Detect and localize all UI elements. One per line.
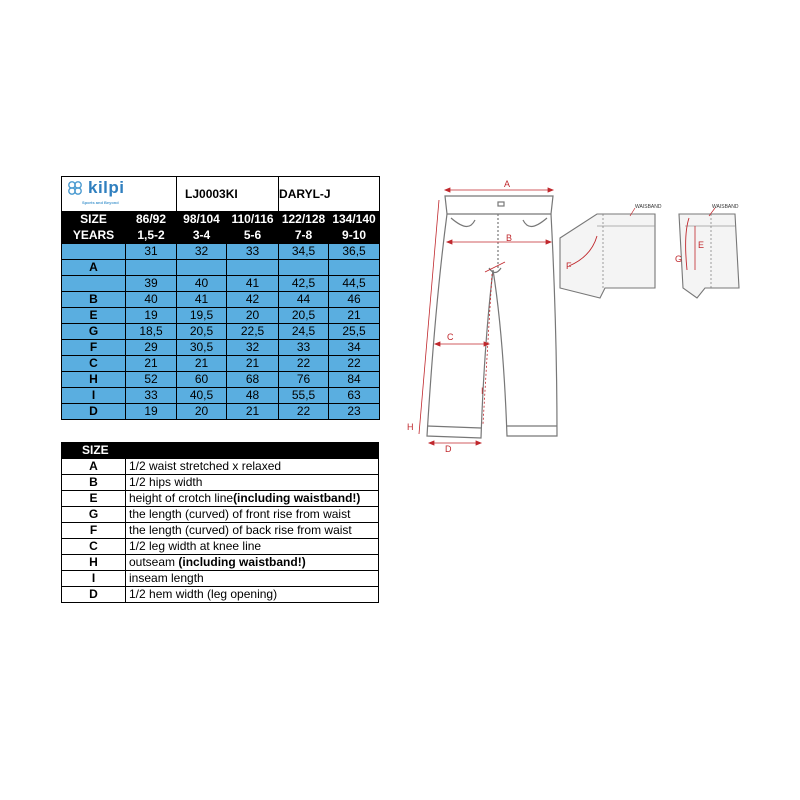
measurement-value: 40,5	[177, 388, 227, 404]
measurement-value: 48	[227, 388, 279, 404]
dimension-label-a: A	[504, 179, 511, 189]
legend-key: E	[62, 491, 126, 507]
legend-emphasis: (including waistband!)	[233, 491, 361, 505]
measurement-value: 20,5	[177, 324, 227, 340]
dimension-label-h: H	[407, 422, 414, 432]
years-value: 7-8	[279, 228, 329, 244]
measurement-value: 21	[329, 308, 380, 324]
measurement-value: 20,5	[279, 308, 329, 324]
measurement-value: 42,5	[279, 276, 329, 292]
legend-emphasis: (including waistband!)	[178, 555, 306, 569]
measurement-value	[279, 260, 329, 276]
trouser-measurement-diagram	[405, 170, 750, 455]
measurement-value: 22,5	[227, 324, 279, 340]
legend-rows	[62, 459, 379, 603]
measurement-value: 25,5	[329, 324, 380, 340]
measurement-value: 44,5	[329, 276, 380, 292]
measurement-value: 18,5	[126, 324, 177, 340]
legend-text: outseam	[129, 555, 179, 569]
legend-row	[62, 555, 379, 571]
measurement-row	[62, 292, 380, 308]
measurement-value: 46	[329, 292, 380, 308]
measurement-row	[62, 404, 380, 420]
measurement-legend-table	[61, 442, 379, 603]
dimension-label-c: C	[447, 332, 454, 342]
legend-key: F	[62, 523, 126, 539]
product-name: DARYL-J	[279, 177, 380, 212]
legend-key: C	[62, 539, 126, 555]
measurement-value: 60	[177, 372, 227, 388]
years-label: YEARS	[62, 228, 126, 244]
years-value: 1,5-2	[126, 228, 177, 244]
legend-row	[62, 475, 379, 491]
legend-description	[126, 555, 379, 571]
legend-description	[126, 459, 379, 475]
table-title-row	[62, 177, 380, 212]
years-header-row	[62, 228, 380, 244]
measurement-row	[62, 340, 380, 356]
size-value: 134/140	[329, 212, 380, 228]
size-label: SIZE	[62, 212, 126, 228]
legend-description	[126, 523, 379, 539]
measurement-value: 33	[227, 244, 279, 260]
measurement-key: G	[62, 324, 126, 340]
measurement-value: 76	[279, 372, 329, 388]
legend-header-row	[62, 443, 379, 459]
measurement-value: 36,5	[329, 244, 380, 260]
measurement-row	[62, 276, 380, 292]
size-value: 110/116	[227, 212, 279, 228]
years-value: 3-4	[177, 228, 227, 244]
measurement-row	[62, 244, 380, 260]
measurement-key: E	[62, 308, 126, 324]
measurement-row	[62, 356, 380, 372]
brand-name: kilpi	[88, 178, 125, 197]
measurement-value: 33	[279, 340, 329, 356]
measurement-key: F	[62, 340, 126, 356]
measurement-value: 22	[279, 356, 329, 372]
legend-description	[126, 587, 379, 603]
measurement-value: 41	[177, 292, 227, 308]
size-value: 86/92	[126, 212, 177, 228]
measurement-value: 41	[227, 276, 279, 292]
trouser-outline	[427, 196, 557, 438]
legend-key: I	[62, 571, 126, 587]
size-value: 98/104	[177, 212, 227, 228]
legend-row	[62, 459, 379, 475]
legend-key: D	[62, 587, 126, 603]
measurement-value	[177, 260, 227, 276]
measurement-value: 32	[227, 340, 279, 356]
legend-description	[126, 571, 379, 587]
dimension-label-d: D	[445, 444, 452, 454]
measurement-value: 34,5	[279, 244, 329, 260]
legend-key: A	[62, 459, 126, 475]
measurement-value: 21	[227, 404, 279, 420]
measurement-value: 21	[177, 356, 227, 372]
legend-header: SIZE	[62, 443, 379, 459]
size-value: 122/128	[279, 212, 329, 228]
kilpi-logo-icon	[66, 179, 84, 197]
legend-row	[62, 539, 379, 555]
legend-text: 1/2 waist stretched x relaxed	[129, 459, 282, 473]
dimension-label-e: E	[698, 240, 705, 250]
measurement-row	[62, 388, 380, 404]
measurement-key: I	[62, 388, 126, 404]
measurement-value: 52	[126, 372, 177, 388]
legend-row	[62, 587, 379, 603]
legend-text: inseam length	[129, 571, 204, 585]
legend-row	[62, 491, 379, 507]
dimension-label-f: F	[566, 261, 572, 271]
legend-key: H	[62, 555, 126, 571]
legend-description	[126, 507, 379, 523]
measurement-value	[126, 260, 177, 276]
legend-key: G	[62, 507, 126, 523]
legend-text: 1/2 leg width at knee line	[129, 539, 262, 553]
measurement-value: 42	[227, 292, 279, 308]
measurement-value: 19	[126, 308, 177, 324]
legend-text: 1/2 hem width (leg opening)	[129, 587, 278, 601]
legend-row	[62, 507, 379, 523]
legend-text: 1/2 hips width	[129, 475, 203, 489]
measurement-value: 20	[227, 308, 279, 324]
measurement-value: 19	[126, 404, 177, 420]
measurement-row	[62, 308, 380, 324]
measurement-value: 84	[329, 372, 380, 388]
waistband-label-back: WAISBAND	[635, 204, 662, 210]
legend-description	[126, 475, 379, 491]
legend-row	[62, 523, 379, 539]
legend-row	[62, 571, 379, 587]
measurement-value: 44	[279, 292, 329, 308]
back-rise-detail	[560, 204, 662, 298]
measurement-value: 21	[126, 356, 177, 372]
years-value: 5-6	[227, 228, 279, 244]
legend-description	[126, 539, 379, 555]
measurement-rows	[62, 244, 380, 420]
measurement-value	[329, 260, 380, 276]
dimension-label-g: G	[675, 254, 683, 264]
size-chart-table	[61, 176, 380, 420]
brand-logo	[62, 177, 177, 212]
measurement-value: 31	[126, 244, 177, 260]
measurement-key	[62, 244, 126, 260]
dimension-label-i: I	[481, 386, 484, 396]
measurement-value: 39	[126, 276, 177, 292]
measurement-value: 55,5	[279, 388, 329, 404]
measurement-key: C	[62, 356, 126, 372]
measurement-value: 34	[329, 340, 380, 356]
measurement-key: B	[62, 292, 126, 308]
measurement-row	[62, 372, 380, 388]
legend-key: B	[62, 475, 126, 491]
measurement-value: 20	[177, 404, 227, 420]
measurement-value: 23	[329, 404, 380, 420]
measurement-value: 68	[227, 372, 279, 388]
legend-text: height of crotch line	[129, 491, 234, 505]
measurement-key: A	[62, 260, 126, 276]
size-header-row	[62, 212, 380, 228]
measurement-key: H	[62, 372, 126, 388]
measurement-key	[62, 276, 126, 292]
measurement-value: 30,5	[177, 340, 227, 356]
measurement-value: 40	[177, 276, 227, 292]
measurement-row	[62, 324, 380, 340]
measurement-value: 19,5	[177, 308, 227, 324]
front-rise-detail	[675, 204, 739, 298]
dimension-label-b: B	[506, 233, 513, 243]
measurement-value: 63	[329, 388, 380, 404]
measurement-value: 32	[177, 244, 227, 260]
measurement-value: 22	[279, 404, 329, 420]
measurement-row	[62, 260, 380, 276]
legend-text: the length (curved) of back rise from waist	[129, 523, 352, 537]
legend-text: the length (curved) of front rise from waist	[129, 507, 351, 521]
measurement-value: 29	[126, 340, 177, 356]
measurement-value: 40	[126, 292, 177, 308]
measurement-value	[227, 260, 279, 276]
years-value: 9-10	[329, 228, 380, 244]
measurement-value: 33	[126, 388, 177, 404]
measurement-value: 24,5	[279, 324, 329, 340]
measurement-value: 22	[329, 356, 380, 372]
measurement-key: D	[62, 404, 126, 420]
product-code: LJ0003KI	[177, 177, 279, 212]
legend-description	[126, 491, 379, 507]
waistband-label-front: WAISBAND	[712, 204, 739, 210]
measurement-value: 21	[227, 356, 279, 372]
brand-tagline: Sports and Beyond	[82, 199, 119, 205]
